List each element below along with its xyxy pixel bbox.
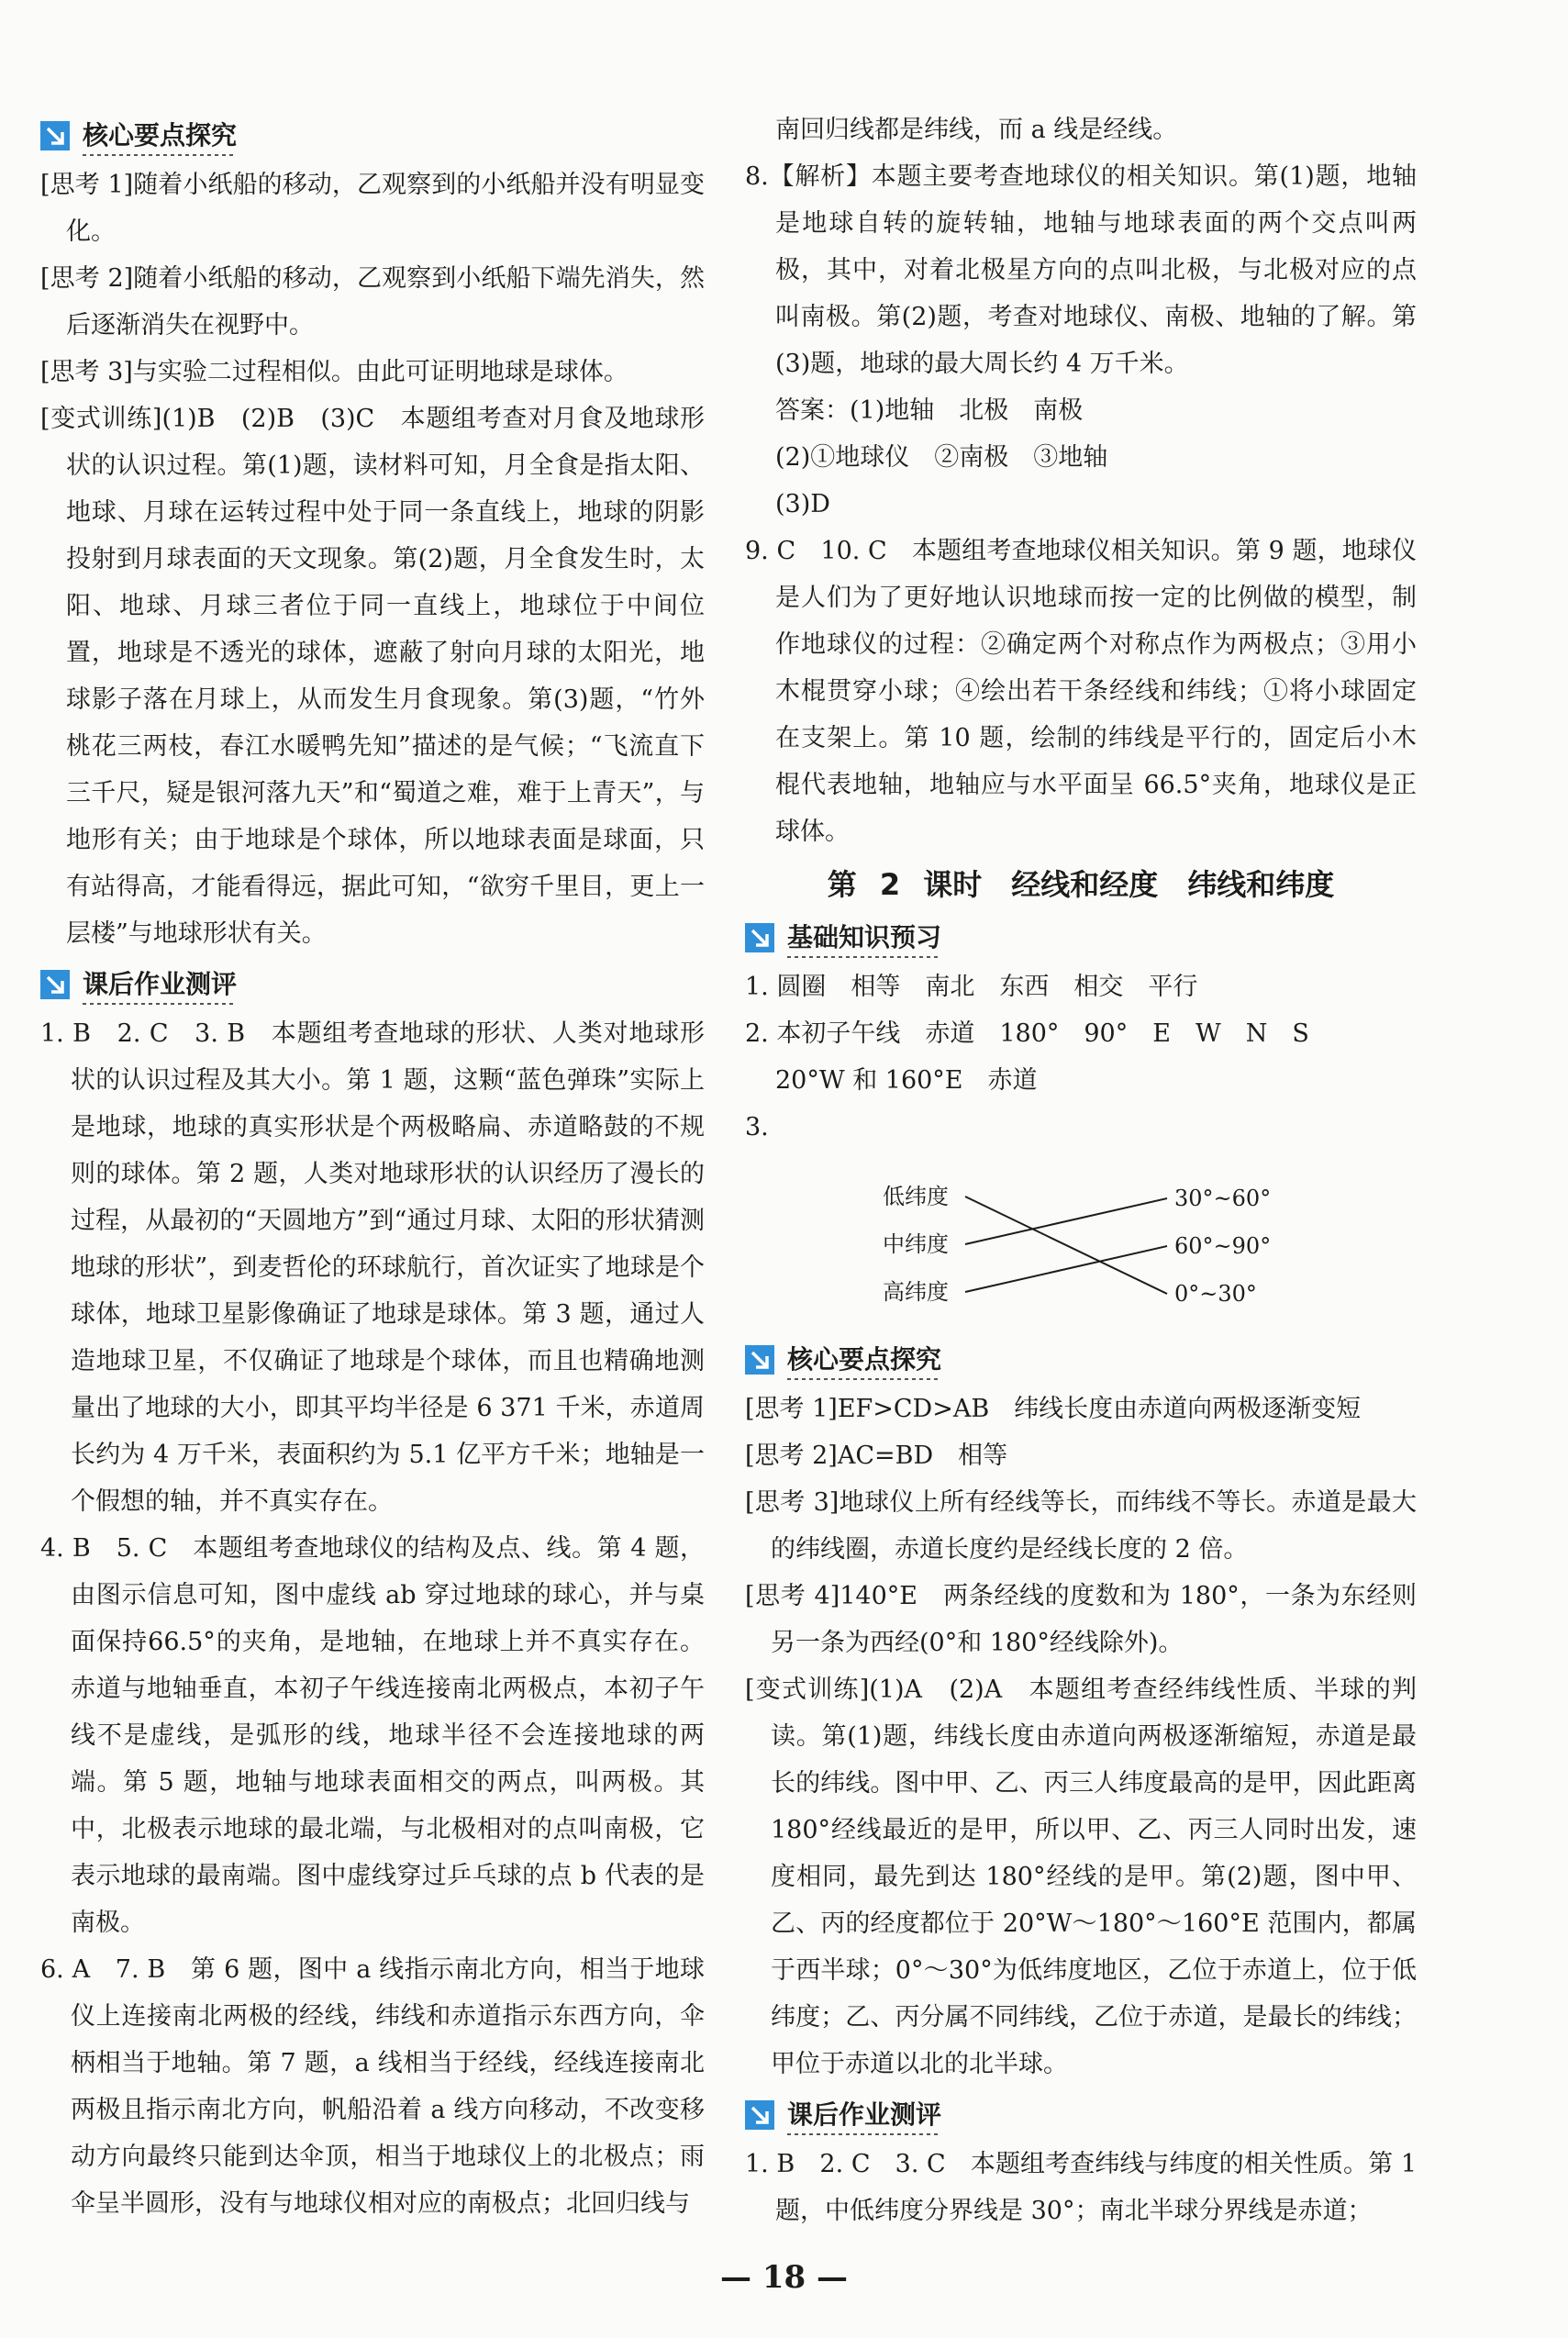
preview-answer-1: 1. 圆圈 相等 南北 东西 相交 平行	[745, 973, 1198, 1001]
line-low-to-0-30	[965, 1197, 1167, 1294]
section-header-homework-2	[745, 2091, 1417, 2139]
line-high-to-60-90	[965, 1246, 1167, 1292]
label-low-latitude: 低纬度	[883, 1184, 949, 1209]
preview-answer-2b: 20°W 和 160°E 赤道	[775, 1066, 1038, 1095]
latitude-matching-diagram	[745, 1151, 1417, 1332]
answer-q1-3: 1. B 2. C 3. B 本题组考查地球的形状、人类对地球形状的认识过程及其大小。第 1 题，这颗“蓝色弹珠”实际上是地球，地球的真实形状是个两极略扁、赤道略鼓的不规则的球体。第 2 题，人类对地球形状的认识经历了漫长的过程，从最初的“天圆地方”到“通过月球、太阳的形状猜测地球的形状”，到麦哲伦的环球航行，首次证实了地球是个球体，地球卫星影像确证了地球是球体。第 3 题，通过人造地球卫星，不仅确证了地球是个球体，而且也精确地测量出了地球的大小，即其平均半径是 6 371 千米，赤道周长约为 4 万千米，表面积约为 5.1 亿平方千米；地轴是一个假想的轴，并不真实存在。	[40, 1019, 705, 1516]
label-high-latitude: 高纬度	[883, 1279, 949, 1305]
section-title: 基础知识预习	[787, 918, 941, 958]
answer-think-2b: [思考 2]AC=BD 相等	[745, 1442, 1008, 1470]
lesson-title: 第 2 课时 经线和经度 纬线和纬度	[827, 867, 1335, 902]
answer-q4-5: 4. B 5. C 本题组考查地球仪的结构及点、线。第 4 题，由图示信息可知，图中虚线 ab 穿过地球的球心，并与桌面保持66.5°的夹角，是地轴，在地球上并不真实存在。赤道与地轴垂直，本初子午线连接南北两极点，本初子午线不是虚线，是弧形的线，地球半径不会连接地球的两端。第 5 题，地轴与地球表面相交的两点，叫两极。其中，北极表示地球的最北端，与北极相对的点叫南极，它表示地球的最南端。图中虚线穿过乒乓球的点 b 代表的是南极。	[40, 1534, 705, 1937]
label-0-30: 0°~30°	[1174, 1281, 1257, 1307]
answer-q8-analysis: 8.【解析】本题主要考查地球仪的相关知识。第(1)题，地轴是地球自转的旋转轴，地轴与地球表面的两个交点叫两极，其中，对着北极星方向的点叫北极，与北极对应的点叫南极。第(2)题，考查对地球仪、南极、地轴的了解。第(3)题，地球的最大周长约 4 万千米。	[745, 162, 1417, 378]
arrow-icon	[40, 970, 70, 999]
answer-q9-10: 9. C 10. C 本题组考查地球仪相关知识。第 9 题，地球仪是人们为了更好地认识地球而按一定的比例做的模型，制作地球仪的过程：②确定两个对称点作为两极点；③用小木棍贯穿小球；④绘出若干条经线和纬线；①将小球固定在支架上。第 10 题，绘制的纬线是平行的，固定后小木棍代表地轴，地轴应与水平面呈 66.5°夹角，地球仪是正球体。	[745, 537, 1417, 846]
answer-think-4b: [思考 4]140°E 两条经线的度数和为 180°，一条为东经则另一条为西经(0°和 180°经线除外)。	[745, 1582, 1417, 1657]
label-60-90: 60°~90°	[1174, 1233, 1272, 1259]
label-mid-latitude: 中纬度	[883, 1231, 949, 1257]
answer-variant-training-2: [变式训练](1)A (2)A 本题组考查经纬线性质、半球的判读。第(1)题，纬线长度由赤道向两极逐渐缩短，赤道是最长的纬线。图中甲、乙、丙三人纬度最高的是甲，因此距离 180°经线最近的是甲，所以甲、乙、丙三人同时出发，速度相同，最先到达 180°经线的是甲。第(2)题，图中甲、乙、丙的经度都位于 20°W～180°～160°E 范围内，都属于西半球；0°～30°为低纬度地区，乙位于赤道上，位于低纬度；乙、丙分属不同纬线，乙位于赤道，是最长的纬线；甲位于赤道以北的北半球。	[745, 1676, 1417, 2078]
section-title: 课后作业测评	[787, 2095, 941, 2135]
section-header-preview	[745, 914, 1417, 962]
answer-think-1: [思考 1]随着小纸船的移动，乙观察到的小纸船并没有明显变化。	[40, 171, 705, 246]
label-30-60: 30°~60°	[1174, 1186, 1272, 1211]
section-header-core-points-2	[745, 1336, 1417, 1384]
answer-think-1b: [思考 1]EF>CD>AB 纬线长度由赤道向两极逐渐变短	[745, 1395, 1362, 1423]
arrow-icon	[745, 2100, 774, 2130]
answer-q8-3: (3)D	[775, 490, 830, 518]
line-mid-to-30-60	[965, 1198, 1167, 1244]
arrow-icon	[745, 1345, 774, 1375]
answer-think-3b: [思考 3]地球仪上所有经线等长，而纬线不等长。赤道是最大的纬线圈，赤道长度约是经线长度的 2 倍。	[745, 1488, 1417, 1564]
section-header-core-points	[40, 112, 705, 160]
answer-q7-continued: 南回归线都是纬线，而 a 线是经线。	[775, 116, 1178, 144]
right-column	[745, 108, 1417, 2234]
arrow-icon	[745, 923, 774, 952]
section-title: 核心要点探究	[83, 116, 237, 156]
section-title: 核心要点探究	[787, 1340, 941, 1380]
arrow-icon	[40, 121, 70, 150]
matching-lines	[745, 1151, 1417, 1332]
left-column	[40, 108, 705, 2227]
answer-think-2: [思考 2]随着小纸船的移动，乙观察到小纸船下端先消失，然后逐渐消失在视野中。	[40, 264, 705, 340]
answer-q8-1: 答案：(1)地轴 北极 南极	[775, 396, 1084, 425]
answer-q1-3b: 1. B 2. C 3. C 本题组考查纬线与纬度的相关性质。第 1 题，中低纬度分界线是 30°；南北半球分界线是赤道；	[745, 2150, 1417, 2225]
answer-q8-2: (2)①地球仪 ②南极 ③地轴	[775, 443, 1108, 472]
answer-think-3: [思考 3]与实验二过程相似。由此可证明地球是球体。	[40, 358, 628, 386]
answer-variant-training: [变式训练](1)B (2)B (3)C 本题组考查对月食及地球形状的认识过程。第(1)题，读材料可知，月全食是指太阳、地球、月球在运转过程中处于同一条直线上，地球的阴影投射到月球表面的天文现象。第(2)题，月全食发生时，太阳、地球、月球三者位于同一直线上，地球位于中间位置，地球是不透光的球体，遮蔽了射向月球的太阳光，地球影子落在月球上，从而发生月食现象。第(3)题，“竹外桃花三两枝，春江水暖鸭先知”描述的是气候；“飞流直下三千尺，疑是银河落九天”和“蜀道之难，难于上青天”，与地形有关；由于地球是个球体，所以地球表面是球面，只有站得高，才能看得远，据此可知，“欲穷千里目，更上一层楼”与地球形状有关。	[40, 405, 705, 948]
section-title: 课后作业测评	[83, 964, 237, 1005]
page-number: — 18 —	[720, 2259, 848, 2296]
section-header-homework	[40, 961, 705, 1008]
preview-answer-2: 2. 本初子午线 赤道 180° 90° E W N S	[745, 1019, 1309, 1048]
answer-q6-7: 6. A 7. B 第 6 题，图中 a 线指示南北方向，相当于地球仪上连接南北两极的经线，纬线和赤道指示东西方向，伞柄相当于地轴。第 7 题，a 线相当于经线，经线连接南北两极且指示南北方向，帆船沿着 a 线方向移动，不改变移动方向最终只能到达伞顶，相当于地球仪上的北极点；雨伞呈半圆形，没有与地球仪相对应的南极点；北回归线与	[40, 1955, 705, 2218]
preview-answer-3: 3.	[745, 1113, 769, 1141]
